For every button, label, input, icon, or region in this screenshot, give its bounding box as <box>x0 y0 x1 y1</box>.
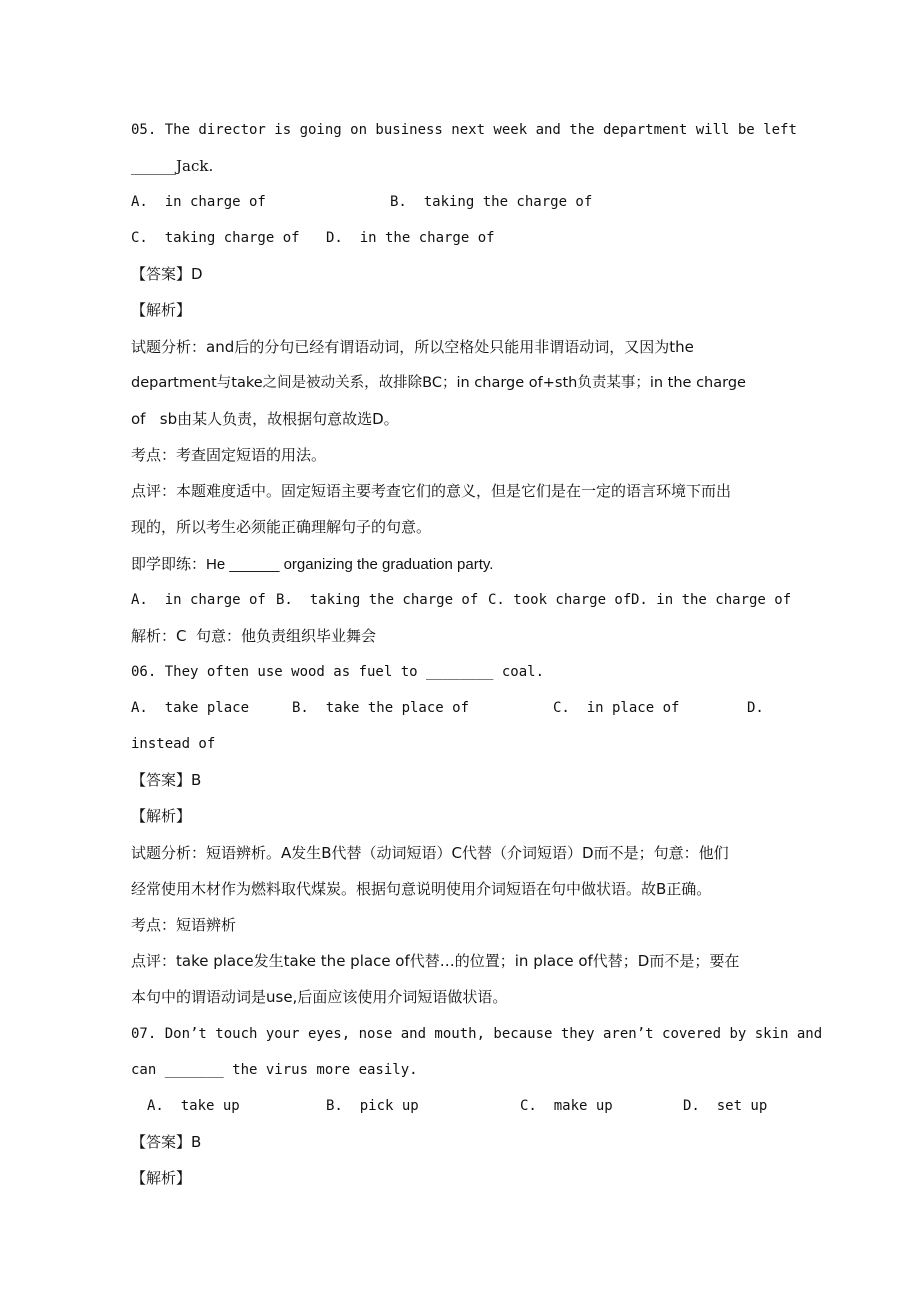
q05-practice-option-b: B. taking the charge of <box>276 592 479 608</box>
q07-option-a: A. take up <box>147 1098 240 1114</box>
q05-option-b: B. taking the charge of <box>390 194 593 210</box>
q06-comment-line2: 本句中的谓语动词是use,后面应该使用介词短语做状语。 <box>131 988 508 1006</box>
q06-option-a: A. take place <box>131 700 250 716</box>
q06-analysis-line1: 试题分析：短语辨析。A发生B代替（动词短语）C代替（介词短语）D而不是；句意：他们 <box>131 844 729 862</box>
q05-stem-line1: 05. The director is going on business next week and the department will be left <box>131 122 797 138</box>
q06-point: 考点：短语辨析 <box>131 916 237 934</box>
q07-option-b: B. pick up <box>326 1098 419 1114</box>
q05-option-a: A. in charge of <box>131 194 266 210</box>
q05-practice-option-d: D. in the charge of <box>631 592 792 608</box>
q06-option-d-continued: instead of <box>131 736 216 752</box>
q05-option-d: D. in the charge of <box>326 230 495 246</box>
q05-analysis-line1: 试题分析：and后的分句已经有谓语动词，所以空格处只能用非谓语动词，又因为the <box>131 338 694 356</box>
q07-answer: 【答案】B <box>131 1133 202 1151</box>
q06-option-c: C. in place of <box>553 700 680 716</box>
q05-stem-line2: ______Jack. <box>131 157 214 175</box>
q05-practice-label: 即学即练： <box>131 555 207 573</box>
q05-practice-option-a: A. in charge of <box>131 592 266 608</box>
q06-option-b: B. take the place of <box>292 700 470 716</box>
q05-option-c: C. taking charge of <box>131 230 300 246</box>
q06-answer: 【答案】B <box>131 771 202 789</box>
q05-practice-option-c: C. took charge of <box>488 592 632 608</box>
q05-analysis-label: 【解析】 <box>131 301 192 319</box>
q06-analysis-line2: 经常使用木材作为燃料取代煤炭。根据句意说明使用介词短语在句中做状语。故B正确。 <box>131 880 712 898</box>
q05-analysis-line2: department与take之间是被动关系，故排除BC；in charge of+sth负责某事；in the charge <box>131 375 746 391</box>
q06-option-d: D. <box>747 700 764 716</box>
q05-comment-line1: 点评：本题难度适中。固定短语主要考查它们的意义，但是它们是在一定的语言环境下而出 <box>131 482 732 500</box>
q07-stem-line1: 07. Don’t touch your eyes, nose and mouth, because they aren’t covered by skin and <box>131 1026 823 1042</box>
q05-practice-answer: 解析：C 句意：他负责组织毕业舞会 <box>131 627 377 645</box>
q06-comment-line1: 点评：take place发生take the place of代替…的位置；in place of代替；D而不是；要在 <box>131 952 740 970</box>
q07-analysis-label: 【解析】 <box>131 1169 192 1187</box>
q07-option-d: D. set up <box>683 1098 768 1114</box>
q05-analysis-line3: of sb由某人负责，故根据句意故选D。 <box>131 410 399 428</box>
q05-answer: 【答案】D <box>131 265 203 283</box>
q07-option-c: C. make up <box>520 1098 613 1114</box>
q05-practice-sentence: He ______ organizing the graduation party. <box>206 556 494 573</box>
q05-practice <box>131 554 493 575</box>
q07-stem-line2: can _______ the virus more easily. <box>131 1062 418 1078</box>
q06-stem: 06. They often use wood as fuel to ________ coal. <box>131 664 545 680</box>
q05-point: 考点：考查固定短语的用法。 <box>131 446 327 464</box>
q05-comment-line2: 现的，所以考生必须能正确理解句子的句意。 <box>131 518 432 536</box>
q06-analysis-label: 【解析】 <box>131 807 192 825</box>
